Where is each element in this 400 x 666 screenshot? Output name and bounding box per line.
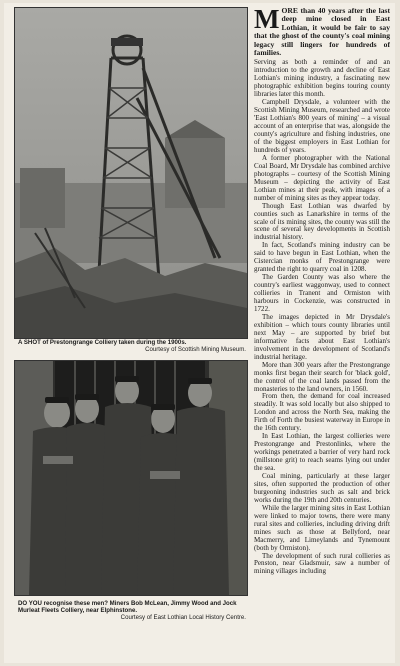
article-paragraph: The images depicted in Mr Drysdale's exhibition – which tours county libraries until next May – are supported by brief but informative facts about East Lothian's involvement in the development of Scotland's industrial heritage. <box>254 312 390 361</box>
article-paragraph: The development of such rural collieries as Penston, near Gladsmuir, saw a number of mining villages including <box>254 551 390 576</box>
miners-photo <box>14 360 248 596</box>
drop-cap: M <box>254 7 280 34</box>
article-paragraph: More than 300 years after the Prestongrange monks first began their search for 'black gold', the control of the coal lands passed from the monasteries to the land owners, in 1560. <box>254 360 390 393</box>
newspaper-page <box>4 3 395 663</box>
photo-credit: Courtesy of Scottish Mining Museum. <box>145 346 246 354</box>
colliery-photo-caption <box>18 339 246 353</box>
article-lead <box>254 7 390 57</box>
caption-text: A SHOT of Prestongrange Colliery taken during the 1900s. <box>18 339 187 346</box>
article-paragraph: Serving as both a reminder of and an introduction to the growth and decline of East Lothian's mining industry, a fascinating new photographic exhibition begins touring county libraries later this month. <box>254 58 390 99</box>
article-paragraph: In East Lothian, the largest collieries were Prestongrange and Prestonlinks, where the workings penetrated a barrier of very hard rock (millstone grit) to reach seams lying out under the sea. <box>254 432 390 473</box>
article-paragraph: The Garden County was also where the country's earliest waggonway, used to connect collieries in Tranent and Ormiston with harbours in Cockenzie, was constructed in 1722. <box>254 273 390 313</box>
photo-credit: Courtesy of East Lothian Local History Centre. <box>120 614 246 622</box>
miners-group-image <box>15 361 247 595</box>
article-paragraph: A former photographer with the National Coal Board, Mr Drysdale has combined archive photographs – courtesy of the Scottish Mining Museum – depicting the activity of East Lothian mines at their peak, with images of a number of mining sites as they appear today. <box>254 153 390 202</box>
article-column <box>254 7 390 659</box>
colliery-headframe-image <box>15 8 247 338</box>
article-paragraph: While the larger mining sites in East Lothian were linked to major towns, there were many rural sites and collieries, including driving drift mines such as those at Bellyford, near Macmerry, and Limeylands and Tynemount (both by Ormiston). <box>254 503 390 552</box>
article-paragraph: Coal mining, particularly at these larger sites, often supported the production of other burgeoning industries such as salt and brick works during the 19th and 20th centuries. <box>254 472 390 504</box>
lead-text: ORE than 40 years after the last deep mine closed in East Lothian, it would be fair to say that the ghost of the county's coal mining legacy still lingers for hundreds of families. <box>254 7 390 58</box>
colliery-photo <box>14 7 248 339</box>
article-paragraph: Campbell Drysdale, a volunteer with the Scottish Mining Museum, researched and wrote 'East Lothian's 800 years of mining' – a visual account of an enterprise that was, alongside the county's agriculture and fishing industries, one of the biggest employers in East Lothian for hundreds of years. <box>254 98 390 154</box>
article-paragraph: Though East Lothian was dwarfed by counties such as Lanarkshire in terms of the scale of its mining sites, the county was still the scene of several key developments in Scottish industrial history. <box>254 201 390 242</box>
caption-text: DO YOU recognise these men? Miners Bob McLean, Jimmy Wood and Jock Murleat Fleets Colliery, near Elphinstone. <box>18 600 237 615</box>
article-paragraph: From then, the demand for coal increased steadily. It was sold locally but also shipped to London and across the North Sea, making the Firth of Forth the busiest waterway in Europe in the 16th century. <box>254 392 390 433</box>
article-paragraph: In fact, Scotland's mining industry can be said to have begun in East Lothian, when the Cistercian monks of Prestongrange were granted the right to quarry coal in 1208. <box>254 241 390 274</box>
miners-photo-caption <box>18 600 246 621</box>
